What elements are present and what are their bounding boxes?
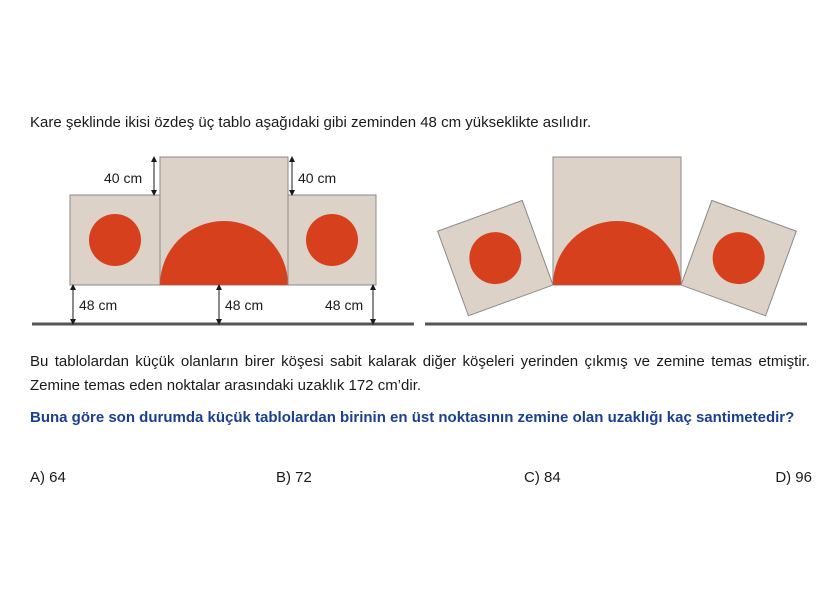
- final-arrangement: [425, 157, 807, 324]
- answer-choices: [30, 468, 812, 490]
- label-bottom-right: 48 cm: [325, 297, 364, 313]
- intro-text: Kare şeklinde ikisi özdeş üç tablo aşağıdaki gibi zeminden 48 cm yükseklikte asılıdır.: [30, 114, 592, 131]
- label-bottom-middle: 48 cm: [225, 297, 264, 313]
- choice-c[interactable]: C) 84: [524, 469, 561, 486]
- choice-d[interactable]: D) 96: [775, 469, 812, 486]
- choice-a[interactable]: A) 64: [30, 469, 66, 486]
- label-bottom-left: 48 cm: [79, 297, 118, 313]
- initial-arrangement: [32, 157, 414, 324]
- problem-paragraph: Bu tablolardan küçük olanların birer köşesi sabit kalarak diğer köşeleri yerinden çıkmış ve zemine temas etmiştir. Zemine temas eden noktalar arasındaki uzaklık 172 cm’dir.: [30, 353, 810, 394]
- label-top-left: 40 cm: [104, 170, 143, 186]
- choice-b[interactable]: B) 72: [276, 469, 312, 486]
- small-painting-left-circle: [89, 214, 141, 266]
- question-text: Buna göre son durumda küçük tablolardan birinin en üst noktasının zemine olan uzaklığı kaç santimetedir?: [30, 409, 795, 426]
- paintings-figure: [0, 140, 840, 340]
- small-painting-right-circle: [306, 214, 358, 266]
- label-top-right: 40 cm: [298, 170, 337, 186]
